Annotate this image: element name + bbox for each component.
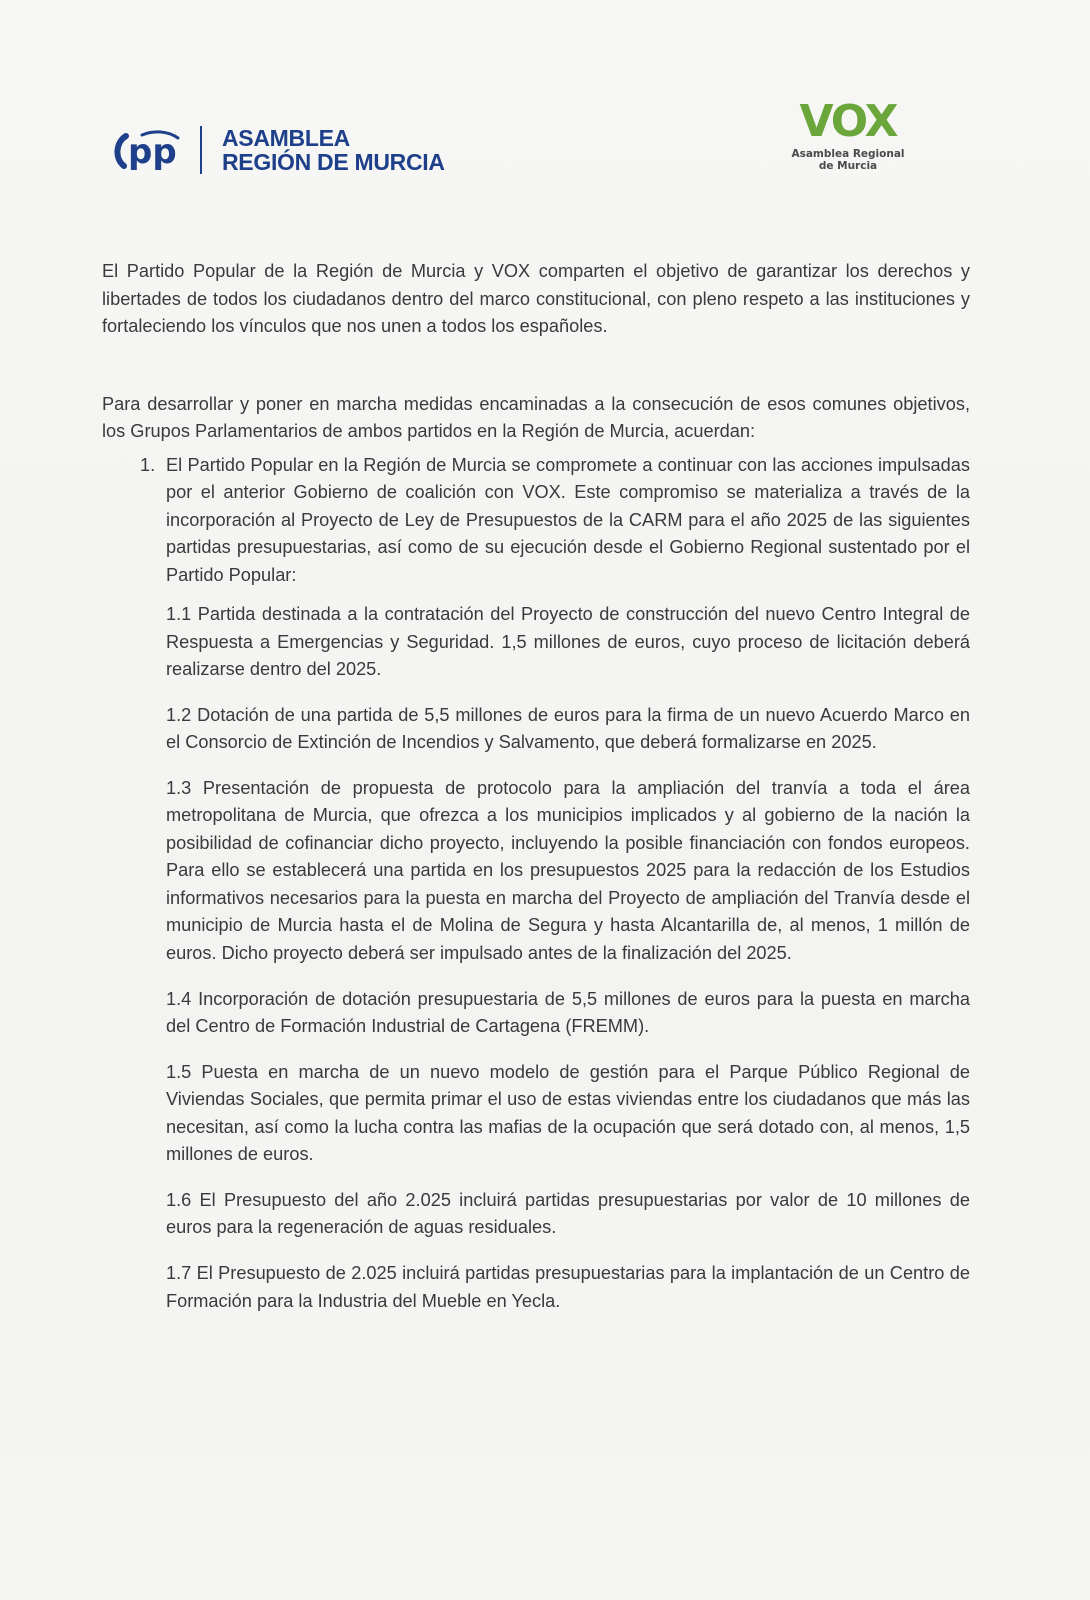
header-divider xyxy=(200,126,202,174)
subitem-1-5: 1.5 Puesta en marcha de un nuevo modelo de gestión para el Parque Público Regional de Viviendas Sociales, que permita primar el uso de estas viviendas entre los ciudadanos que más las necesitan, así como la lucha contra las mafias de la ocupación que será dotado con, al menos, 1,5 millones de euros. xyxy=(166,1061,970,1165)
subitem-1-6: 1.6 El Presupuesto del año 2.025 incluirá partidas presupuestarias por valor de 10 millones de euros para la regeneración de aguas residuales. xyxy=(166,1189,970,1238)
pp-logo-icon xyxy=(112,126,184,174)
subitem-1-2: 1.2 Dotación de una partida de 5,5 millones de euros para la firma de un nuevo Acuerdo Marco en el Consorcio de Extinción de Incendios y Salvamento, que deberá formalizarse en 2025. xyxy=(166,704,970,753)
list-item xyxy=(140,452,970,590)
vox-header xyxy=(778,96,918,172)
vox-logo-word: VOX xyxy=(799,96,897,147)
pp-header xyxy=(112,124,445,176)
pp-title-line2: REGIÓN DE MURCIA xyxy=(222,149,445,175)
subitem-1-7: 1.7 El Presupuesto de 2.025 incluirá partidas presupuestarias para la implantación de un Centro de Formación para la Industria del Mueble en Yecla. xyxy=(166,1263,970,1311)
agreement-list xyxy=(102,452,970,590)
pp-title-line1: ASAMBLEA xyxy=(222,125,350,151)
vox-subtitle-line2: de Murcia xyxy=(818,160,878,172)
list-item-number: 1. xyxy=(140,454,156,475)
subitem-1-1: 1.1 Partida destinada a la contratación del Proyecto de construcción del nuevo Centro Integral de Respuesta a Emergencias y Seguridad. 1,5 millones de euros, cuyo proceso de licitación deberá realizarse dentro del 2025. xyxy=(166,604,970,679)
pp-title xyxy=(222,126,445,174)
subitem-1-3: 1.3 Presentación de propuesta de protocolo para la ampliación del tranvía a toda el área metropolitana de Murcia, que ofrezca a los municipios implicados y al gobierno de la nación la posibilidad de cofinanciar dicho proyecto, incluyendo la posible financiación con fondos europeos. Para ello se establecerá una partida en los presupuestos 2025 para la redacción de los Estudios informativos necesarios para la puesta en marcha del Proyecto de ampliación del Tranvía desde el municipio de Murcia hasta el de Molina de Segura y hasta Alcantarilla de, al menos, 1 millón de euros. Dicho proyecto deberá ser impulsado antes de la finalización del 2025. xyxy=(166,777,970,963)
pp-logo-text: pp xyxy=(128,132,177,172)
intro-paragraph: El Partido Popular de la Región de Murcia y VOX comparten el objetivo de garantizar los derechos y libertades de todos los ciudadanos dentro del marco constitucional, con pleno respeto a las instituciones y fortaleciendo los vínculos que nos unen a todos los españoles. xyxy=(102,261,970,336)
vox-subtitle-line1: Asamblea Regional xyxy=(791,148,905,160)
lead-paragraph: Para desarrollar y poner en marcha medidas encaminadas a la consecución de esos comunes objetivos, los Grupos Parlamentarios de ambos partidos en la Región de Murcia, acuerdan: xyxy=(102,393,970,441)
document-body xyxy=(102,258,970,1333)
subitem-1-4: 1.4 Incorporación de dotación presupuestaria de 5,5 millones de euros para la puesta en marcha del Centro de Formación Industrial de Cartagena (FREMM). xyxy=(166,988,970,1037)
list-item-text: El Partido Popular en la Región de Murcia se compromete a continuar con las acciones impulsadas por el anterior Gobierno de coalición con VOX. Este compromiso se materializa a través de la incorporación al Proyecto de Ley de Presupuestos de la CARM para el año 2025 de las siguientes partidas presupuestarias, así como de su ejecución desde el Gobierno Regional sustentado por el Partido Popular: xyxy=(166,454,970,585)
